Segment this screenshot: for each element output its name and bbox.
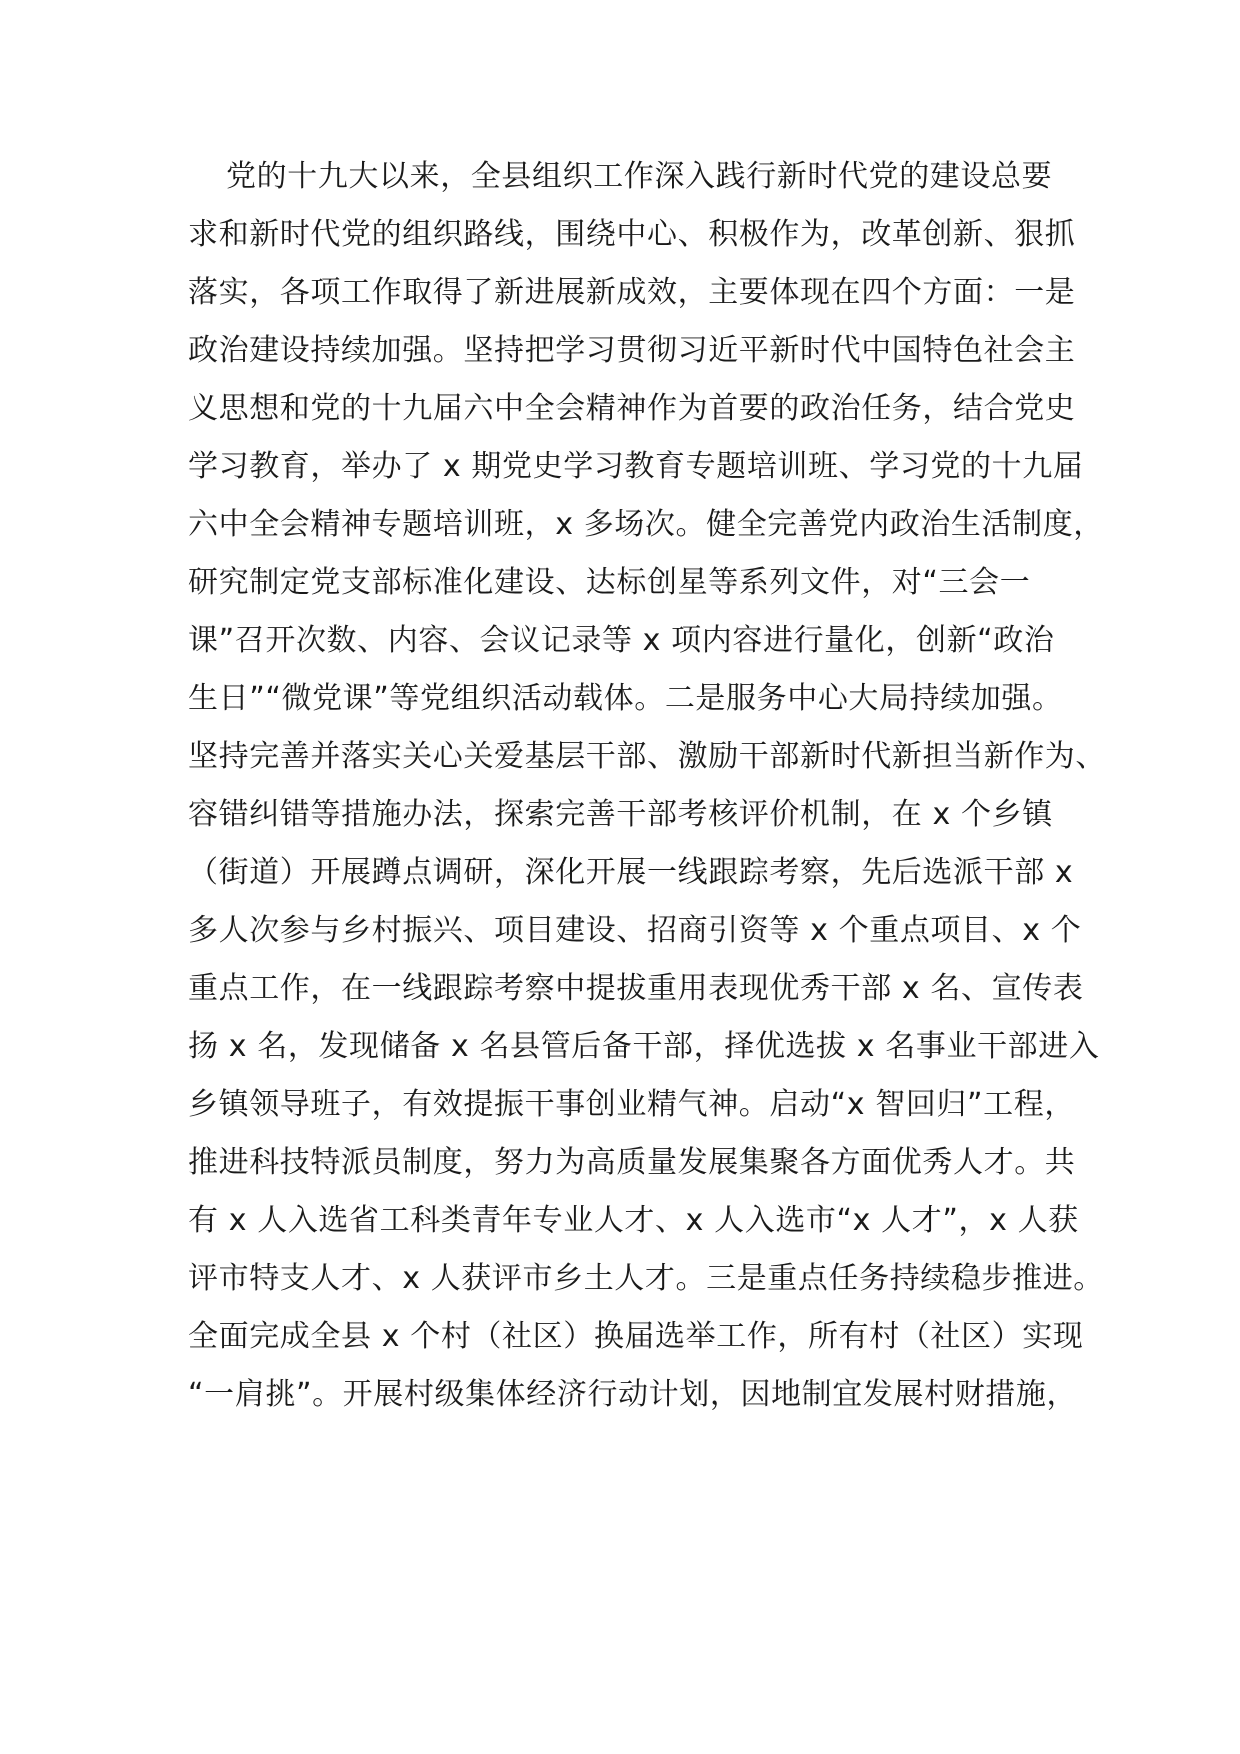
body-text-line: 评市特支人才、x 人获评市乡土人才。三是重点任务持续稳步推进。 — [188, 1261, 1104, 1296]
body-text-line: 党的十九大以来，全县组织工作深入践行新时代党的建设总要 — [226, 159, 1053, 194]
body-text-line: 乡镇领导班子，有效提振干事创业精气神。启动“x 智回归”工程， — [188, 1087, 1075, 1122]
body-text-line: “一肩挑”。开展村级集体经济行动计划，因地制宜发展村财措施， — [188, 1377, 1078, 1412]
body-text-line: 全面完成全县 x 个村（社区）换届选举工作，所有村（社区）实现 — [188, 1319, 1084, 1354]
body-text-line: 学习教育，举办了 x 期党史学习教育专题培训班、学习党的十九届 — [188, 449, 1084, 484]
body-text-line: 六中全会精神专题培训班，x 多场次。健全完善党内政治生活制度， — [188, 507, 1104, 542]
body-text-line: 推进科技特派员制度，努力为高质量发展集聚各方面优秀人才。共 — [188, 1145, 1076, 1180]
body-text-line: 研究制定党支部标准化建设、达标创星等系列文件，对“三会一 — [188, 565, 1031, 600]
body-text-line: 容错纠错等措施办法，探索完善干部考核评价机制，在 x 个乡镇 — [188, 797, 1053, 832]
body-text-line: 义思想和党的十九届六中全会精神作为首要的政治任务，结合党史 — [188, 391, 1076, 426]
body-text-line: 政治建设持续加强。坚持把学习贯彻习近平新时代中国特色社会主 — [188, 333, 1076, 368]
body-text-line: 有 x 人入选省工科类青年专业人才、x 人入选市“x 人才”，x 人获 — [188, 1203, 1079, 1238]
body-text-line: 求和新时代党的组织路线，围绕中心、积极作为，改革创新、狠抓 — [188, 217, 1076, 252]
body-text-line: 坚持完善并落实关心关爱基层干部、激励干部新时代新担当新作为、 — [188, 739, 1106, 774]
body-text-line: （街道）开展蹲点调研，深化开展一线跟踪考察，先后选派干部 x — [188, 855, 1074, 890]
body-text-line: 重点工作，在一线跟踪考察中提拔重用表现优秀干部 x 名、宣传表 — [188, 971, 1084, 1006]
body-text-line: 多人次参与乡村振兴、项目建设、招商引资等 x 个重点项目、x 个 — [188, 913, 1082, 948]
body-text-line: 课”召开次数、内容、会议记录等 x 项内容进行量化，创新“政治 — [188, 623, 1055, 658]
body-text-line: 落实，各项工作取得了新进展新成效，主要体现在四个方面：一是 — [188, 275, 1076, 310]
body-text-line: 扬 x 名，发现储备 x 名县管后备干部，择优选拔 x 名事业干部进入 — [188, 1029, 1100, 1064]
body-text-line: 生日”“微党课”等党组织活动载体。二是服务中心大局持续加强。 — [188, 681, 1063, 716]
